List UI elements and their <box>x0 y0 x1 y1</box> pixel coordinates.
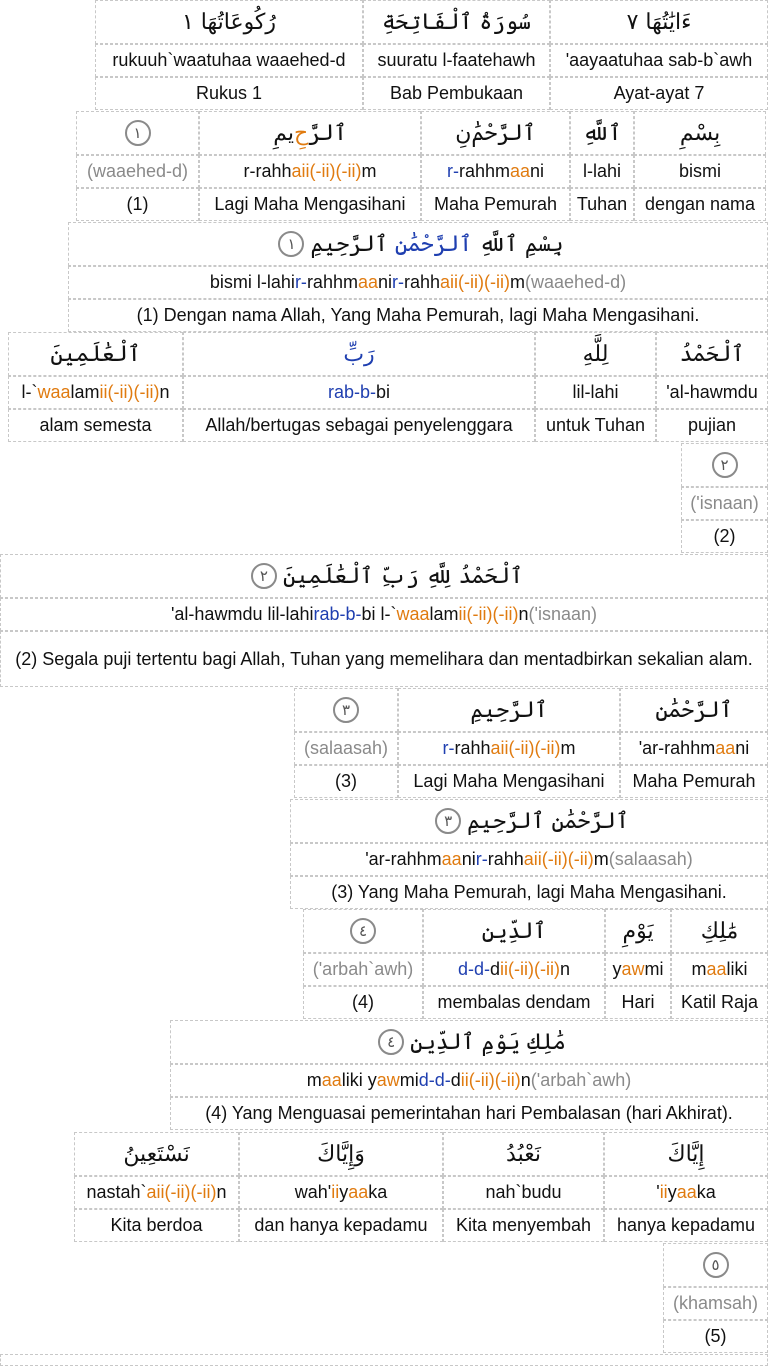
v3-word-ar-text: ٱلرَّحْمَٰنِ <box>655 697 733 723</box>
v2-word-1-en: Allah/bertugas sebagai penyelenggara <box>183 409 535 442</box>
verse-3-tr-part: m <box>593 849 609 869</box>
verse-2-marker-en: (2) <box>681 520 768 553</box>
v1-en-row <box>76 188 766 221</box>
v5-word-tr-part: y <box>339 1182 349 1202</box>
v1-word-tr-part: aa <box>509 161 531 181</box>
v2-word-tr-part: lam <box>70 382 100 402</box>
verse-1-tr-part: aa <box>357 272 378 292</box>
verse-2-tr-part: n <box>518 604 529 624</box>
verse-4-tr-part: ii(-ii)(-ii) <box>460 1070 521 1090</box>
header-rukus-en: Rukus 1 <box>95 77 363 110</box>
v1-word-tr-part: (waaehed-d) <box>86 161 189 181</box>
v1-word-tr-part: r- <box>243 161 256 181</box>
v1-word-tr-part: rahh <box>255 161 292 181</box>
verse-2-tr-part: ('isnaan) <box>528 604 597 624</box>
verse-3-tr-part: (salaasah) <box>608 849 693 869</box>
v4-tr-row <box>303 953 768 986</box>
v2-word-tr-part: lil-lahi <box>572 382 619 402</box>
verse-marker-4-inline-icon: ٤ <box>378 1029 404 1055</box>
verse-1-tr-part: aii(-ii)(-ii) <box>440 272 511 292</box>
verse-marker-icon: ١ <box>125 120 151 146</box>
verse-marker-icon: ٣ <box>333 697 359 723</box>
verse-3-tr-part: aii(-ii)(-ii) <box>523 849 594 869</box>
v4-word-1-ar <box>423 909 605 953</box>
v4-word-0-ar <box>303 909 423 953</box>
verse-1-full-translation <box>68 299 768 332</box>
v4-word-tr-part: ii(-ii)(-ii) <box>500 959 560 979</box>
verse-4-full-translit <box>170 1064 768 1097</box>
v4-en-row <box>303 986 768 1019</box>
v2-word-0-en: alam semesta <box>8 409 183 442</box>
verse-3-tr-part: aa <box>441 849 462 869</box>
header-ayat-ar: ءَايَٰتُهَا ٧ <box>550 0 768 44</box>
v1-word-0-en: (1) <box>76 188 199 221</box>
v1-word-4-en: dengan nama <box>634 188 766 221</box>
v3-word-2-tr <box>620 732 768 765</box>
verse-1-tr-part: (waaehed-d) <box>525 272 627 292</box>
v3-word-1-ar <box>398 688 620 732</box>
v5-word-tr-part: aii(-ii)(-ii) <box>146 1182 217 1202</box>
v2-tr-row <box>8 376 768 409</box>
v1-word-3-tr <box>570 155 634 188</box>
v4-word-tr-part: n <box>559 959 570 979</box>
v2-ar-row <box>8 332 768 376</box>
verse-1-tr-part: r- <box>294 272 307 292</box>
header-arabic-row <box>95 0 768 44</box>
v2-word-3-ar <box>656 332 768 376</box>
v3-word-tr-part: rahh <box>454 738 491 758</box>
verse-3-tr-part: 'ar- <box>365 849 391 869</box>
verse-4-tr-part: ('arbah`awh) <box>530 1070 632 1090</box>
v3-word-tr-part: 'ar- <box>638 738 665 758</box>
v4-word-tr-part: aw <box>621 959 645 979</box>
v1-ar-row <box>76 111 766 155</box>
v2-word-tr-part: bi <box>376 382 391 402</box>
v3-word-tr-part: (salaasah) <box>303 738 389 758</box>
verse-4-tr-part: d <box>450 1070 461 1090</box>
v3-tr-row <box>294 732 768 765</box>
verse-2-marker-column <box>681 443 768 553</box>
v5-word-3-en: hanya kepadamu <box>604 1209 768 1242</box>
header-surah-ar: سُورَةُ ٱلْفَاتِحَةِ <box>363 0 550 44</box>
v5-word-tr-part: wah' <box>294 1182 332 1202</box>
header-rukus-tr: rukuuh`waatuhaa waaehed-d <box>95 44 363 77</box>
v2-word-ar-text: ٱلْحَمْدُ <box>679 341 745 367</box>
v5-word-tr-part: ka <box>696 1182 716 1202</box>
v1-word-ar-part: حِ <box>293 120 309 146</box>
verse-marker-1-icon: ١ <box>278 231 304 257</box>
header-rukus-ar: رُكُوعَاتُهَا ١ <box>95 0 363 44</box>
verse-2-full-arabic <box>0 554 768 598</box>
v5-word-2-ar <box>443 1132 604 1176</box>
verse-1-translation: (1) Dengan nama Allah, Yang Maha Pemurah, lagi Maha Mengasihani. <box>68 299 768 332</box>
v2-word-1-tr <box>183 376 535 409</box>
v2-word-tr-part: n <box>159 382 170 402</box>
verse-3-word-grid <box>294 688 768 798</box>
v4-word-tr-part: liki <box>726 959 748 979</box>
v1-word-2-en: Maha Pemurah <box>421 188 570 221</box>
verse-3-tr-part: ni <box>461 849 476 869</box>
v1-word-0-ar <box>76 111 199 155</box>
verse-marker-5-icon: ٥ <box>703 1252 729 1278</box>
v2-word-ar-text: لِلَّهِ <box>582 341 609 367</box>
verse-4-full-translation <box>170 1097 768 1130</box>
v2-word-0-ar <box>8 332 183 376</box>
v1-word-3-en: Tuhan <box>570 188 634 221</box>
v3-word-tr-part: aa <box>715 738 736 758</box>
verse-2-tr-part: 'al-hawmdu lil-lahi <box>170 604 314 624</box>
v5-word-tr-part: aa <box>676 1182 697 1202</box>
verse-1-full-translit <box>68 266 768 299</box>
v1-word-ar-part: يمِ <box>273 120 294 146</box>
v2-word-tr-part: b- <box>359 382 376 402</box>
v4-word-1-tr <box>423 953 605 986</box>
v3-word-2-ar <box>620 688 768 732</box>
verse-4-tr-part: liki y <box>341 1070 377 1090</box>
v5-en-row <box>74 1209 768 1242</box>
v5-word-tr-part: y <box>667 1182 677 1202</box>
verse-3-full-translation <box>290 876 768 909</box>
verse-4-ar: مَٰلِكِ يَوْمِ ٱلدِّينِ <box>410 1029 566 1055</box>
v4-ar-row <box>303 909 768 953</box>
v2-en-row <box>8 409 768 442</box>
v5-word-ar-text: نَعْبُدُ <box>506 1141 541 1167</box>
v5-word-ar-text: نَسْتَعِينُ <box>123 1141 190 1167</box>
v1-word-tr-part: ni <box>530 161 545 181</box>
v4-word-2-tr <box>605 953 671 986</box>
v5-word-0-ar <box>74 1132 239 1176</box>
v3-word-1-tr <box>398 732 620 765</box>
v5-word-0-tr <box>74 1176 239 1209</box>
v1-word-2-tr <box>421 155 570 188</box>
verse-4-tr-part: mi <box>399 1070 419 1090</box>
verse-5-word-grid <box>74 1132 768 1242</box>
v3-word-tr-part: aii(-ii)(-ii) <box>490 738 561 758</box>
v5-word-2-en: Kita menyembah <box>443 1209 604 1242</box>
verse-4-tr-part: m <box>306 1070 322 1090</box>
v5-ar-row <box>74 1132 768 1176</box>
verse-3-tr-part: rahhm <box>390 849 442 869</box>
header-surah-en: Bab Pembukaan <box>363 77 550 110</box>
v4-word-3-tr <box>671 953 768 986</box>
v5-word-3-ar <box>604 1132 768 1176</box>
v2-word-ar-text: رَبِّ <box>343 341 375 367</box>
verse-1-tr-part: rahh <box>404 272 441 292</box>
v4-word-tr-part: d-d- <box>457 959 490 979</box>
v5-word-tr-part: n <box>216 1182 227 1202</box>
verse-1-tr-part: m <box>510 272 526 292</box>
v5-word-2-tr <box>443 1176 604 1209</box>
verse-3-tr-part: r- <box>475 849 488 869</box>
v5-word-1-en: dan hanya kepadamu <box>239 1209 443 1242</box>
verse-2-full-translation <box>0 631 768 687</box>
v3-word-tr-part: ni <box>735 738 750 758</box>
verse-3-translation: (3) Yang Maha Pemurah, lagi Maha Mengasihani. <box>290 876 768 909</box>
verse-2-tr-part: waa <box>396 604 430 624</box>
v1-word-ar-part: ٱلرَّ <box>308 120 347 146</box>
v4-word-2-ar <box>605 909 671 953</box>
v1-word-ar-part: نِ <box>455 120 472 146</box>
v4-word-0-en: (4) <box>303 986 423 1019</box>
v5-word-tr-part: ' <box>656 1182 660 1202</box>
verse-2-tr-part: ii(-ii)(-ii) <box>458 604 519 624</box>
v1-word-tr-part: l-lahi <box>582 161 621 181</box>
v2-word-3-tr <box>656 376 768 409</box>
verse-2-ar: ٱلْحَمْدُ لِلَّهِ رَبِّ ٱلْعَٰلَمِينَ <box>282 563 524 589</box>
verse-marker-3-inline-icon: ٣ <box>435 808 461 834</box>
v5-word-tr-part: nah`budu <box>485 1182 562 1202</box>
verse-1-full-arabic <box>68 222 768 266</box>
verse-5-marker-en: (5) <box>663 1320 768 1353</box>
v4-word-0-tr <box>303 953 423 986</box>
verse-1-ar-part: بِسْمِ ٱللَّهِ <box>472 231 564 257</box>
verse-1-word-grid <box>76 111 766 221</box>
v4-word-tr-part: ('arbah`awh) <box>312 959 414 979</box>
v2-word-tr-part: rab- <box>327 382 360 402</box>
v2-word-1-ar <box>183 332 535 376</box>
verse-1-tr-part: rahhm <box>306 272 358 292</box>
v4-word-1-en: membalas dendam <box>423 986 605 1019</box>
v4-word-3-ar <box>671 909 768 953</box>
v5-word-tr-part: ka <box>368 1182 388 1202</box>
verse-1-ar-part: ٱلرَّحِيمِ <box>310 231 395 257</box>
v3-word-ar-text: ٱلرَّحِيمِ <box>470 697 548 723</box>
verse-1-tr-part: ni <box>378 272 393 292</box>
v4-word-tr-part: aa <box>706 959 727 979</box>
v3-word-tr-part: r- <box>442 738 455 758</box>
v1-word-4-tr <box>634 155 766 188</box>
header-ayat-en: Ayat-ayat 7 <box>550 77 768 110</box>
v2-word-tr-part: l-` <box>21 382 38 402</box>
v4-word-tr-part: y <box>612 959 622 979</box>
v2-word-tr-part: waa <box>37 382 71 402</box>
v3-word-tr-part: m <box>560 738 576 758</box>
v4-word-tr-part: m <box>691 959 707 979</box>
v2-word-2-ar <box>535 332 656 376</box>
verse-4-full-arabic <box>170 1020 768 1064</box>
v3-word-tr-part: rahhm <box>664 738 716 758</box>
header-translation-row <box>95 77 768 110</box>
v4-word-3-en: Katil Raja <box>671 986 768 1019</box>
v5-word-tr-part: ii <box>659 1182 668 1202</box>
v2-word-2-en: untuk Tuhan <box>535 409 656 442</box>
verse-4-translation: (4) Yang Menguasai pemerintahan hari Pembalasan (hari Akhirat). <box>170 1097 768 1130</box>
verse-1-tr-part: r- <box>392 272 405 292</box>
verse-1-ar-part: ٱلرَّحْمَٰنِ <box>394 231 473 257</box>
v2-word-0-tr <box>8 376 183 409</box>
verse-4-tr-part: aw <box>376 1070 400 1090</box>
v5-word-ar-text: وَإِيَّاكَ <box>317 1141 365 1167</box>
v1-word-ar-part: ٱللَّهِ <box>582 120 622 146</box>
v1-word-2-ar <box>421 111 570 155</box>
header-ayat-tr: 'aayaatuhaa sab-b`awh <box>550 44 768 77</box>
verse-5-marker-column <box>663 1243 768 1353</box>
verse-4-tr-part: d-d- <box>418 1070 451 1090</box>
v5-word-1-ar <box>239 1132 443 1176</box>
v5-word-ar-text: إِيَّاكَ <box>667 1141 705 1167</box>
verse-3-full-arabic <box>290 799 768 843</box>
v1-word-tr-part: m <box>361 161 377 181</box>
verse-4-tr-part: aa <box>321 1070 342 1090</box>
verse-2-tr-part: lam <box>429 604 459 624</box>
v5-word-0-en: Kita berdoa <box>74 1209 239 1242</box>
verse-5-full-arabic-partial <box>0 1354 768 1366</box>
v1-word-1-ar <box>199 111 421 155</box>
v1-word-tr-part: rahhm <box>458 161 510 181</box>
v1-word-tr-part: bismi <box>678 161 721 181</box>
verse-2-translation: (2) Segala puji tertentu bagi Allah, Tuhan yang memelihara dan mentadbirkan sekalian alam. <box>0 631 768 687</box>
v3-word-2-en: Maha Pemurah <box>620 765 768 798</box>
v2-word-3-en: pujian <box>656 409 768 442</box>
v1-word-3-ar <box>570 111 634 155</box>
v5-word-1-tr <box>239 1176 443 1209</box>
verse-marker-2-icon: ٢ <box>712 452 738 478</box>
verse-2-word-grid <box>8 332 768 442</box>
v2-word-ar-text: ٱلْعَٰلَمِينَ <box>50 341 141 367</box>
v1-word-1-en: Lagi Maha Mengasihani <box>199 188 421 221</box>
header-surah-tr: suuratu l-faatehawh <box>363 44 550 77</box>
header-translit-row <box>95 44 768 77</box>
v5-word-tr-part: nastah` <box>86 1182 147 1202</box>
verse-2-tr-part: bi l-` <box>361 604 397 624</box>
v4-word-ar-text: ٱلدِّينِ <box>481 918 547 944</box>
verse-3-full-translit <box>290 843 768 876</box>
v5-word-tr-part: ii <box>331 1182 340 1202</box>
verse-marker-icon: ٤ <box>350 918 376 944</box>
v5-word-3-tr <box>604 1176 768 1209</box>
v4-word-ar-text: يَوْمِ <box>622 918 654 944</box>
v5-tr-row <box>74 1176 768 1209</box>
verse-4-tr-part: n <box>520 1070 531 1090</box>
verse-1-tr-part: bismi l-lahi <box>209 272 295 292</box>
v3-ar-row <box>294 688 768 732</box>
v3-en-row <box>294 765 768 798</box>
v3-word-1-en: Lagi Maha Mengasihani <box>398 765 620 798</box>
v2-word-tr-part: 'al-hawmdu <box>666 382 758 402</box>
v4-word-tr-part: mi <box>644 959 664 979</box>
verse-4-word-grid <box>303 909 768 1019</box>
verse-2-marker-tr: ('isnaan) <box>681 487 768 520</box>
verse-3-ar: ٱلرَّحْمَٰنِ ٱلرَّحِيمِ <box>467 808 629 834</box>
v2-word-2-tr <box>535 376 656 409</box>
v4-word-2-en: Hari <box>605 986 671 1019</box>
v3-word-0-en: (3) <box>294 765 398 798</box>
v4-word-tr-part: d <box>490 959 501 979</box>
v3-word-0-ar <box>294 688 398 732</box>
v5-word-tr-part: aa <box>348 1182 369 1202</box>
v3-word-0-tr <box>294 732 398 765</box>
verse-2-tr-part: rab-b- <box>313 604 362 624</box>
v2-word-tr-part: ii(-ii)(-ii) <box>99 382 160 402</box>
v1-word-ar-part: ٱلرَّحْمَٰ <box>471 120 536 146</box>
v1-word-1-tr <box>199 155 421 188</box>
verse-2-full-translit <box>0 598 768 631</box>
v1-tr-row <box>76 155 766 188</box>
verse-3-tr-part: rahh <box>487 849 524 869</box>
v1-word-tr-part: aii(-ii)(-ii) <box>291 161 362 181</box>
v1-word-tr-part: r- <box>446 161 459 181</box>
v1-word-ar-part: بِسْمِ <box>679 120 721 146</box>
v4-word-ar-text: مَٰلِكِ <box>700 918 739 944</box>
verse-5-marker-tr: (khamsah) <box>663 1287 768 1320</box>
verse-marker-2-inline-icon: ٢ <box>251 563 277 589</box>
v1-word-4-ar <box>634 111 766 155</box>
v1-word-0-tr <box>76 155 199 188</box>
